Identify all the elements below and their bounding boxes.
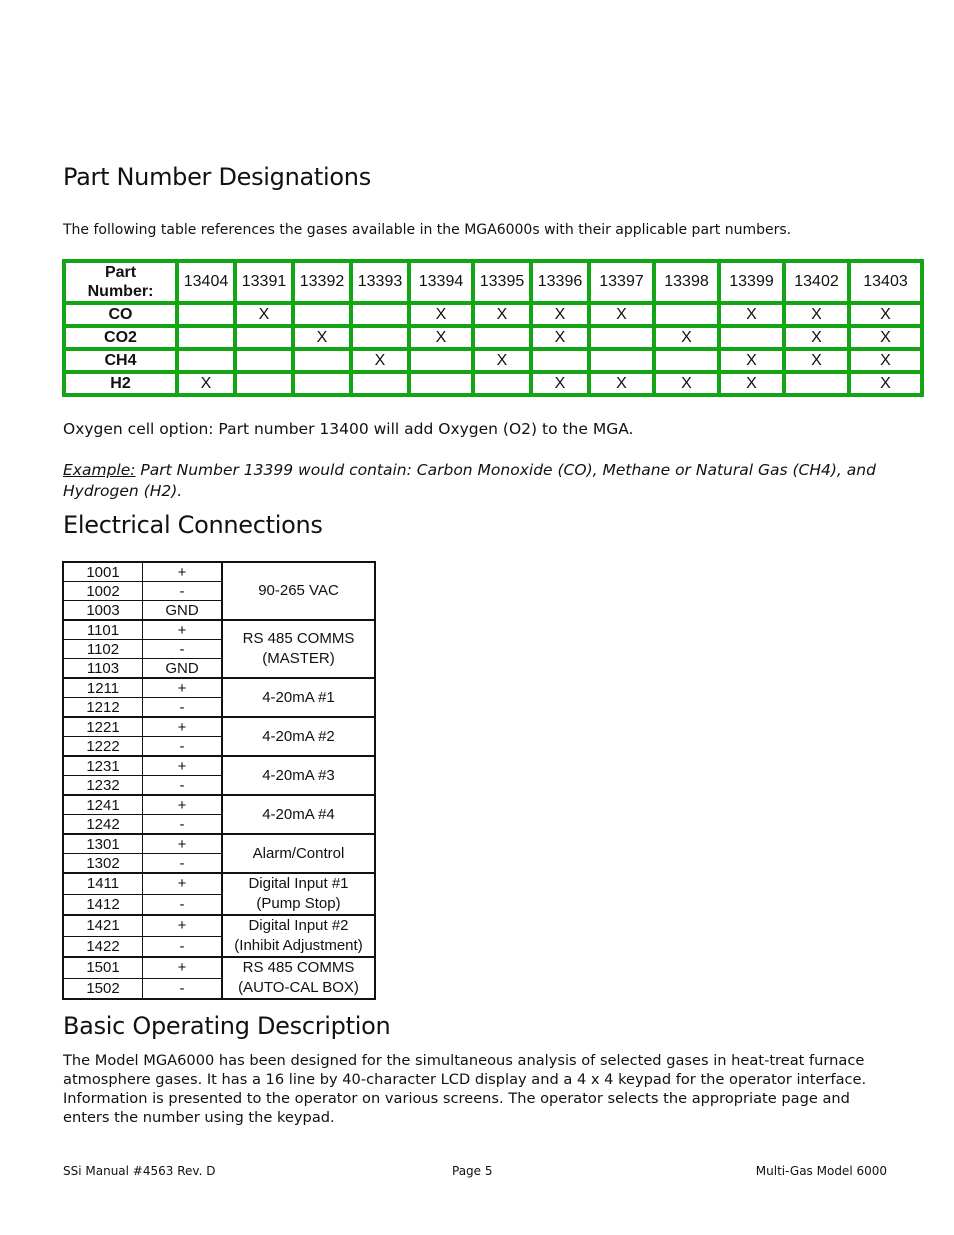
part-table-cell <box>351 326 409 349</box>
part-table-cell <box>177 303 235 326</box>
connection-function <box>222 620 375 678</box>
part-table-cell: X <box>293 326 351 349</box>
terminal-number: 1241 <box>63 795 143 815</box>
part-table-row <box>64 349 922 372</box>
connection-row <box>63 834 375 854</box>
part-table-cell: X <box>409 303 473 326</box>
part-table-cell: X <box>719 372 784 395</box>
terminal-polarity: GND <box>143 659 223 679</box>
part-number-header-cell: 13402 <box>784 261 849 303</box>
terminal-polarity: - <box>143 776 223 796</box>
terminal-polarity: - <box>143 737 223 757</box>
terminal-polarity: + <box>143 873 223 894</box>
terminal-number: 1003 <box>63 601 143 621</box>
terminal-polarity: - <box>143 640 223 659</box>
electrical-connections-heading: Electrical Connections <box>63 511 323 539</box>
part-table-intro: The following table references the gases available in the MGA6000s with their applicable part numbers. <box>63 222 792 238</box>
connection-function-line1: RS 485 COMMS <box>242 630 355 647</box>
connection-function <box>222 756 375 795</box>
terminal-number: 1502 <box>63 978 143 999</box>
part-table-cell <box>177 349 235 372</box>
terminal-number: 1103 <box>63 659 143 679</box>
terminal-number: 1101 <box>63 620 143 640</box>
connection-function <box>222 957 375 999</box>
part-number-header-cell: 13398 <box>654 261 719 303</box>
part-table-cell <box>351 372 409 395</box>
connection-row <box>63 915 375 936</box>
connection-function-line2: (Inhibit Adjustment) <box>234 937 363 954</box>
part-table-cell <box>235 349 293 372</box>
terminal-number: 1412 <box>63 894 143 915</box>
terminal-polarity: + <box>143 915 223 936</box>
part-table-cell <box>409 349 473 372</box>
terminal-number: 1102 <box>63 640 143 659</box>
part-table-cell: X <box>849 303 922 326</box>
terminal-number: 1221 <box>63 717 143 737</box>
basic-description-text: The Model MGA6000 has been designed for the simultaneous analysis of selected gases in heat-treat furnace atmosphere gases. It has a 16 line by 40-character LCD display and a 4 x 4 keypad for the operator interface. Information is presented to the operator on various screens. The operator selects the appropriate page and enters the number using the keypad. <box>63 1052 867 1126</box>
part-number-header-cell: 13394 <box>409 261 473 303</box>
footer-page-number: Page 5 <box>452 1164 493 1178</box>
part-table-cell <box>654 303 719 326</box>
part-number-header-cell: 13403 <box>849 261 922 303</box>
gas-label: CH4 <box>64 349 177 372</box>
part-table-cell <box>293 349 351 372</box>
part-table-cell <box>293 372 351 395</box>
part-table-cell <box>473 326 531 349</box>
part-table-cell: X <box>654 326 719 349</box>
part-number-header-cell: 13399 <box>719 261 784 303</box>
terminal-number: 1302 <box>63 854 143 874</box>
terminal-polarity: - <box>143 978 223 999</box>
terminal-polarity: + <box>143 834 223 854</box>
connection-function <box>222 678 375 717</box>
part-number-header-cell: 13397 <box>589 261 654 303</box>
part-table-cell <box>293 303 351 326</box>
terminal-polarity: - <box>143 936 223 957</box>
part-table-cell <box>719 326 784 349</box>
terminal-number: 1242 <box>63 815 143 835</box>
connection-function <box>222 873 375 915</box>
part-table-cell <box>531 349 589 372</box>
connection-function-line1: Digital Input #1 <box>248 875 349 892</box>
part-number-header-cell: 13396 <box>531 261 589 303</box>
part-table-cell: X <box>589 303 654 326</box>
part-table-row <box>64 326 922 349</box>
part-table-cell: X <box>351 349 409 372</box>
part-number-header-cell: 13404 <box>177 261 235 303</box>
terminal-number: 1301 <box>63 834 143 854</box>
part-table-cell: X <box>849 372 922 395</box>
part-table-cell: X <box>784 326 849 349</box>
connection-function-line1: 4-20mA #2 <box>262 727 335 745</box>
terminal-polarity: - <box>143 698 223 718</box>
example-text <box>63 460 883 502</box>
part-table-cell: X <box>177 372 235 395</box>
part-number-label-line2: Number: <box>87 283 154 300</box>
part-table-cell: X <box>473 303 531 326</box>
part-table-cell: X <box>784 349 849 372</box>
terminal-polarity: + <box>143 717 223 737</box>
connection-function <box>222 915 375 957</box>
part-table-cell <box>784 372 849 395</box>
part-table-cell: X <box>654 372 719 395</box>
part-table-cell <box>177 326 235 349</box>
part-table-cell: X <box>531 372 589 395</box>
part-table-cell: X <box>409 326 473 349</box>
part-table-cell: X <box>849 326 922 349</box>
part-number-designations-heading: Part Number Designations <box>63 163 371 191</box>
part-table-cell <box>409 372 473 395</box>
connection-function-line1: 4-20mA #4 <box>262 805 335 823</box>
connection-function-line1: RS 485 COMMS <box>242 959 355 976</box>
connection-function <box>222 834 375 873</box>
terminal-polarity: + <box>143 562 223 582</box>
gas-label: H2 <box>64 372 177 395</box>
connection-function-line1: Digital Input #2 <box>248 917 349 934</box>
part-table-cell: X <box>589 372 654 395</box>
footer-model-name: Multi-Gas Model 6000 <box>755 1164 887 1178</box>
example-body: Part Number 13399 would contain: Carbon Monoxide (CO), Methane or Natural Gas (CH4), and Hydrogen (H2). <box>63 461 876 500</box>
oxygen-option-text: Oxygen cell option: Part number 13400 will add Oxygen (O2) to the MGA. <box>63 420 634 438</box>
footer-manual-id: SSi Manual #4563 Rev. D <box>63 1164 216 1178</box>
example-label: Example: <box>63 461 136 479</box>
part-number-header-cell: 13395 <box>473 261 531 303</box>
connection-function-line1: 4-20mA #3 <box>262 766 335 784</box>
part-table-cell <box>589 349 654 372</box>
terminal-polarity: - <box>143 894 223 915</box>
connection-row <box>63 678 375 698</box>
connection-function <box>222 562 375 620</box>
connection-function-line2: (AUTO-CAL BOX) <box>238 979 359 996</box>
terminal-polarity: - <box>143 582 223 601</box>
terminal-number: 1501 <box>63 957 143 978</box>
part-number-header-cell: 13392 <box>293 261 351 303</box>
connection-row <box>63 957 375 978</box>
part-table-cell <box>235 326 293 349</box>
part-table-cell <box>235 372 293 395</box>
connection-row <box>63 620 375 640</box>
connection-row <box>63 873 375 894</box>
terminal-polarity: - <box>143 854 223 874</box>
connection-row <box>63 562 375 582</box>
part-table-cell <box>473 372 531 395</box>
connection-row <box>63 756 375 776</box>
terminal-polarity: GND <box>143 601 223 621</box>
connection-function <box>222 717 375 756</box>
part-number-header-cell: 13391 <box>235 261 293 303</box>
basic-operating-description-heading: Basic Operating Description <box>63 1012 391 1040</box>
connection-function-line1: 90-265 VAC <box>258 582 339 599</box>
connection-function-line1: 4-20mA #1 <box>262 688 335 706</box>
terminal-number: 1212 <box>63 698 143 718</box>
terminal-number: 1421 <box>63 915 143 936</box>
part-table-cell: X <box>531 326 589 349</box>
part-number-label <box>64 261 177 303</box>
terminal-number: 1411 <box>63 873 143 894</box>
terminal-number: 1231 <box>63 756 143 776</box>
terminal-polarity: + <box>143 957 223 978</box>
part-table-cell <box>351 303 409 326</box>
terminal-number: 1222 <box>63 737 143 757</box>
terminal-number: 1422 <box>63 936 143 957</box>
terminal-number: 1001 <box>63 562 143 582</box>
part-table-cell: X <box>473 349 531 372</box>
gas-label: CO <box>64 303 177 326</box>
terminal-number: 1211 <box>63 678 143 698</box>
terminal-number: 1232 <box>63 776 143 796</box>
terminal-polarity: + <box>143 678 223 698</box>
terminal-polarity: - <box>143 815 223 835</box>
connection-row <box>63 795 375 815</box>
part-table-header-row <box>64 261 922 303</box>
part-table-cell <box>654 349 719 372</box>
electrical-connections-table <box>62 561 376 1000</box>
terminal-polarity: + <box>143 795 223 815</box>
terminal-number: 1002 <box>63 582 143 601</box>
part-table-cell: X <box>784 303 849 326</box>
part-table-cell: X <box>719 303 784 326</box>
part-table-row <box>64 372 922 395</box>
connection-row <box>63 717 375 737</box>
connection-function-line2: (Pump Stop) <box>256 895 341 912</box>
part-table-cell: X <box>849 349 922 372</box>
part-table-cell: X <box>531 303 589 326</box>
connection-function <box>222 795 375 834</box>
terminal-polarity: + <box>143 756 223 776</box>
connection-function-line1: Alarm/Control <box>252 844 345 862</box>
terminal-polarity: + <box>143 620 223 640</box>
part-number-header-cell: 13393 <box>351 261 409 303</box>
part-table-cell <box>589 326 654 349</box>
part-table-row <box>64 303 922 326</box>
part-number-table <box>62 259 924 397</box>
part-table-cell: X <box>235 303 293 326</box>
part-table-cell: X <box>719 349 784 372</box>
gas-label: CO2 <box>64 326 177 349</box>
connection-function-line2: (MASTER) <box>262 650 335 667</box>
part-number-label-line1: Part <box>104 264 137 281</box>
